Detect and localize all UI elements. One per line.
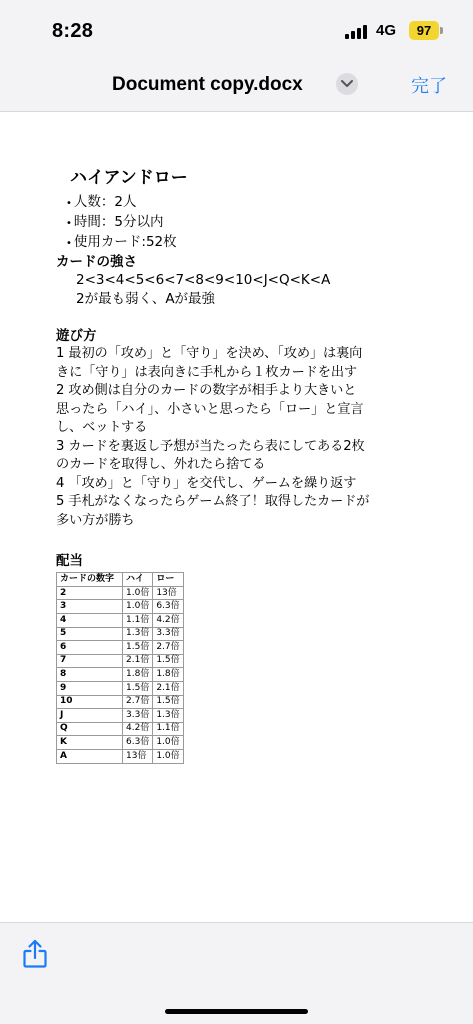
table-cell: 1.5倍 xyxy=(123,641,153,655)
table-cell: 2.1倍 xyxy=(123,654,153,668)
table-row xyxy=(57,614,184,628)
table-cell: 13倍 xyxy=(153,586,183,600)
document-body xyxy=(56,168,416,764)
howto-line: 1 最初の「攻め」と「守り」を決め、「攻め」は裏向 xyxy=(56,346,363,362)
meta-item: • 時間：5分以内 xyxy=(66,214,164,231)
howto-line: 2 攻め側は自分のカードの数字が相手より大きいと xyxy=(56,383,357,399)
table-cell: 8 xyxy=(57,668,123,682)
table-cell: 3 xyxy=(57,600,123,614)
table-cell: 1.5倍 xyxy=(153,654,183,668)
howto-line: 思ったら「ハイ」、小さいと思ったら「ロー」と宣言 xyxy=(56,401,364,417)
network-label: 4G xyxy=(376,22,397,39)
table-cell: 1.0倍 xyxy=(153,749,183,763)
table-cell: 1.0倍 xyxy=(153,736,183,750)
table-cell: 2.7倍 xyxy=(123,695,153,709)
payout-heading: 配当 xyxy=(56,553,83,570)
table-cell: 6.3倍 xyxy=(123,736,153,750)
table-cell: 1.5倍 xyxy=(153,695,183,709)
column-header: ハイ xyxy=(123,573,153,587)
table-row xyxy=(57,668,184,682)
table-row xyxy=(57,654,184,668)
howto-line: 3 カードを裏返し予想が当たったら表にしてある2枚 xyxy=(56,438,365,454)
table-cell: 4.2倍 xyxy=(153,614,183,628)
howto-heading: 遊び方 xyxy=(56,328,97,345)
strength-order: 2<3<4<5<6<7<8<9<10<J<Q<K<A xyxy=(76,272,331,289)
table-cell: 10 xyxy=(57,695,123,709)
table-cell: 1.8倍 xyxy=(123,668,153,682)
table-cell: 13倍 xyxy=(123,749,153,763)
top-bar xyxy=(0,0,473,112)
howto-line: 4 「攻め」と「守り」を交代し、ゲームを繰り返す xyxy=(56,475,357,491)
share-icon[interactable] xyxy=(22,939,48,969)
table-cell: 1.0倍 xyxy=(123,586,153,600)
home-indicator xyxy=(165,1009,308,1014)
bottom-toolbar xyxy=(0,922,473,1024)
table-cell: 2.7倍 xyxy=(153,641,183,655)
table-cell: 4.2倍 xyxy=(123,722,153,736)
signal-icon xyxy=(345,25,367,39)
table-cell: 1.8倍 xyxy=(153,668,183,682)
table-row xyxy=(57,682,184,696)
column-header: カードの数字 xyxy=(57,573,123,587)
chevron-down-icon[interactable] xyxy=(336,73,358,95)
payout-table xyxy=(56,572,184,763)
table-cell: J xyxy=(57,709,123,723)
table-row xyxy=(57,695,184,709)
table-cell: K xyxy=(57,736,123,750)
strength-note: 2が最も弱く、Aが最強 xyxy=(76,291,216,308)
table-cell: 6.3倍 xyxy=(153,600,183,614)
table-cell: A xyxy=(57,749,123,763)
table-row xyxy=(57,586,184,600)
table-cell: 1.1倍 xyxy=(153,722,183,736)
done-button[interactable]: 完了 xyxy=(411,76,447,97)
table-cell: 1.1倍 xyxy=(123,614,153,628)
howto-line: し、ベットする xyxy=(56,420,148,436)
table-cell: 3.3倍 xyxy=(153,627,183,641)
table-header-row xyxy=(57,573,184,587)
table-cell: 3.3倍 xyxy=(123,709,153,723)
howto-line: 5 手札がなくなったらゲーム終了！取得したカードが xyxy=(56,494,370,510)
table-row xyxy=(57,736,184,750)
table-cell: 5 xyxy=(57,627,123,641)
meta-item: • 人数：2人 xyxy=(66,194,137,211)
document-title[interactable]: Document copy.docx xyxy=(112,74,303,95)
howto-line: のカードを取得し、外れたら捨てる xyxy=(56,457,266,473)
table-cell: 1.0倍 xyxy=(123,600,153,614)
strength-heading: カードの強さ xyxy=(56,254,137,271)
column-header: ロー xyxy=(153,573,183,587)
document-heading: ハイアンドロー xyxy=(70,168,188,188)
table-row xyxy=(57,749,184,763)
howto-line: 多い方が勝ち xyxy=(56,512,135,528)
status-time: 8:28 xyxy=(52,20,94,42)
table-row xyxy=(57,600,184,614)
battery-icon: 97 xyxy=(409,21,439,40)
table-cell: 2.1倍 xyxy=(153,682,183,696)
table-row xyxy=(57,709,184,723)
table-cell: Q xyxy=(57,722,123,736)
table-cell: 6 xyxy=(57,641,123,655)
table-cell: 2 xyxy=(57,586,123,600)
table-cell: 1.5倍 xyxy=(123,682,153,696)
table-cell: 1.3倍 xyxy=(153,709,183,723)
table-cell: 9 xyxy=(57,682,123,696)
table-row xyxy=(57,722,184,736)
table-cell: 4 xyxy=(57,614,123,628)
meta-item: • 使用カード:52枚 xyxy=(66,234,177,251)
table-row xyxy=(57,641,184,655)
table-cell: 7 xyxy=(57,654,123,668)
table-cell: 1.3倍 xyxy=(123,627,153,641)
table-row xyxy=(57,627,184,641)
battery-tip xyxy=(440,27,443,34)
howto-line: きに「守り」は表向きに手札から１枚カードを出す xyxy=(56,364,358,380)
